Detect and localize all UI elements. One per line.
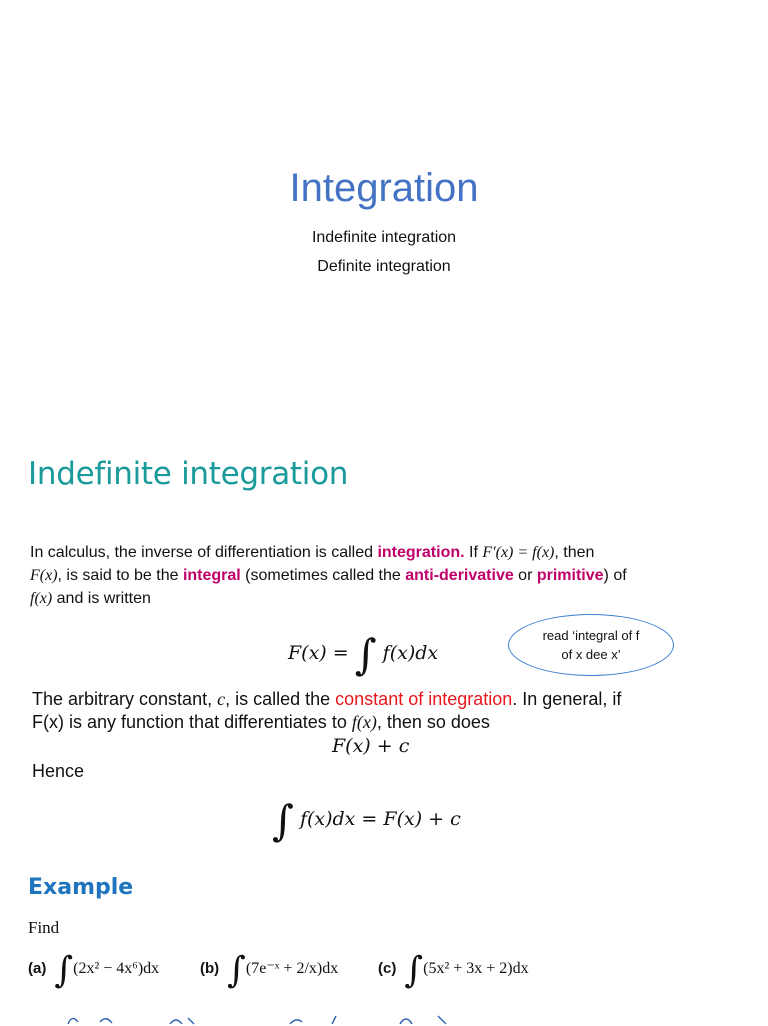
- note-line-2: of x dee x’: [561, 647, 621, 662]
- keyword-integral: integral: [182, 567, 241, 584]
- formula-indefinite-integral: ∫ f(x)dx = F(x) + c: [272, 796, 461, 845]
- formula-definition: F(x) = ∫ f(x)dx: [288, 630, 439, 679]
- keyword-constant-of-integration: constant of integration: [335, 689, 513, 709]
- find-label: Find: [28, 918, 60, 937]
- hence-label: Hence: [32, 761, 85, 781]
- example-item-a: (a) ∫(2x² − 4x⁶)dx: [28, 950, 160, 991]
- constant-paragraph: The arbitrary constant, c, is called the constant of integration. In general, if F(x) is any function that differentiates to f(x), then so does: [32, 689, 622, 732]
- subtitle-indefinite: Indefinite integration: [311, 229, 457, 246]
- integral-symbol: ∫: [54, 950, 74, 991]
- integral-symbol: ∫: [227, 950, 246, 991]
- keyword-integration: integration.: [377, 544, 465, 561]
- example-item-b: (b) ∫(7e⁻ˣ + 2/x)dx: [200, 950, 339, 991]
- example-heading: Example: [28, 875, 134, 900]
- slide-title: Integration: [289, 166, 479, 210]
- integral-symbol: ∫: [272, 796, 294, 845]
- reading-note-bubble: [508, 614, 674, 676]
- example-item-c: (c) ∫(5x² + 3x + 2)dx: [378, 950, 529, 991]
- intro-paragraph: In calculus, the inverse of differentiation is called integration. If F′(x) = f(x), then F(x), is said to be the integral (sometimes called the anti-derivative or primitive) of f(x) and is written: [30, 544, 627, 607]
- keyword-primitive: primitive: [536, 567, 604, 584]
- integral-symbol: ∫: [404, 950, 424, 991]
- integral-symbol: ∫: [354, 630, 377, 679]
- keyword-anti-derivative: anti-derivative: [405, 567, 514, 584]
- note-line-1: read ‘integral of f: [542, 628, 640, 643]
- section-heading: Indefinite integration: [28, 456, 349, 492]
- subtitle-definite: Definite integration: [317, 258, 451, 275]
- formula-f-plus-c: F(x) + c: [332, 735, 410, 757]
